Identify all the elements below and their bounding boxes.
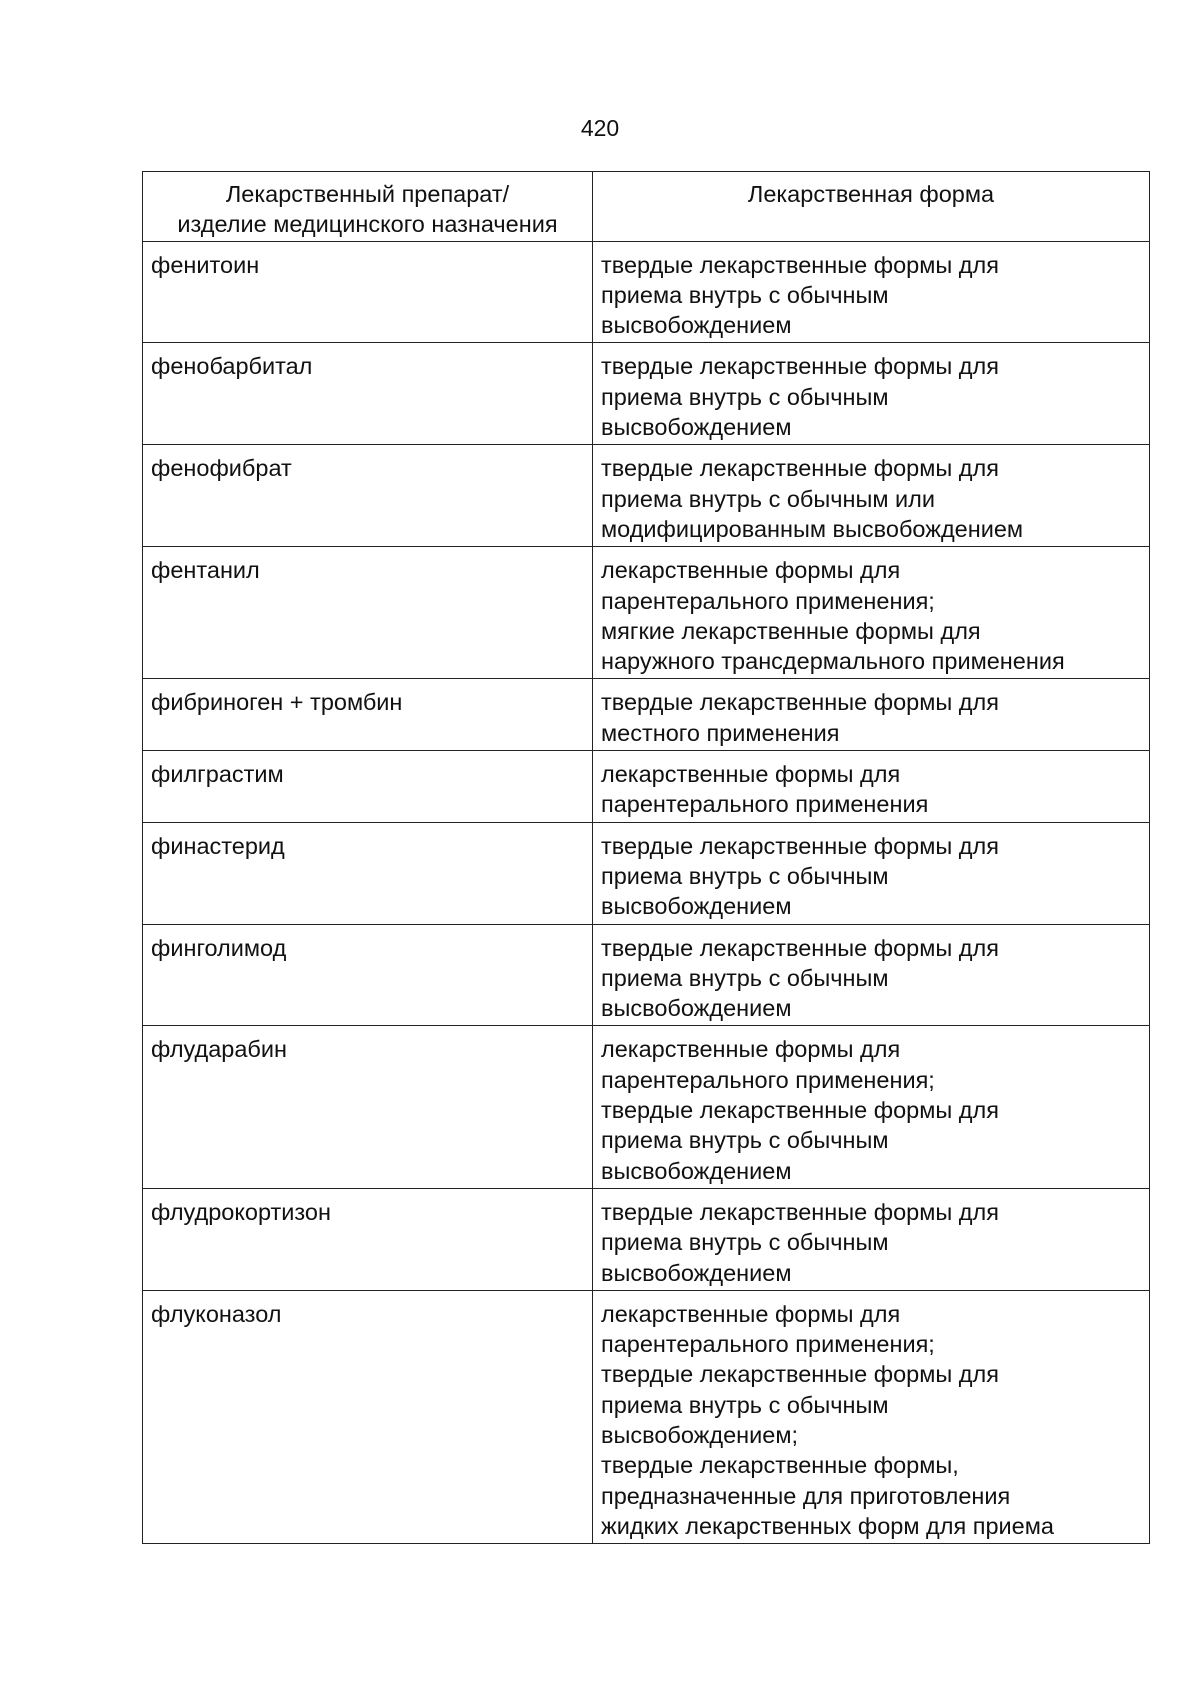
table-body [143,241,1150,1544]
dosage-form-line: приема внутрь с обычным [601,1127,889,1154]
drug-name: фенитоин [151,251,260,278]
dosage-form-line: высвобождением [601,1259,792,1286]
dosage-form-line: высвобождением [601,312,792,339]
table-row [143,547,1150,679]
dosage-form-line: приема внутрь с обычным [601,383,889,410]
dosage-form-cell [593,1290,1150,1543]
drug-name: филграстим [151,761,284,788]
table-row [143,445,1150,547]
dosage-form-line: твердые лекарственные формы для [601,353,999,380]
drug-name: финастерид [151,832,285,859]
drug-name: флударабин [151,1036,287,1063]
dosage-form-line: парентерального применения [601,791,929,818]
dosage-form-line: наружного трансдермального применения [601,648,1065,675]
dosage-form-line: жидких лекарственных форм для приема [601,1512,1054,1539]
header-drug-column [143,172,593,242]
dosage-form-line: твердые лекарственные формы для [601,455,999,482]
dosage-form-cell [593,1188,1150,1290]
table-row [143,924,1150,1026]
dosage-form-line: предназначенные для приготовления [601,1482,1011,1509]
dosage-form-cell [593,679,1150,751]
drug-name-cell [143,1026,593,1188]
dosage-form-line: приема внутрь с обычным [601,862,889,889]
table-row [143,1290,1150,1543]
dosage-form-line: твердые лекарственные формы для [601,1097,999,1124]
table-row [143,822,1150,924]
dosage-form-cell [593,1026,1150,1188]
dosage-form-cell [593,241,1150,343]
dosage-form-line: твердые лекарственные формы для [601,251,999,278]
dosage-form-line: твердые лекарственные формы для [601,934,999,961]
dosage-form-line: приема внутрь с обычным [601,1391,889,1418]
dosage-form-line: высвобождением [601,1157,792,1184]
table-row [143,241,1150,343]
drug-name: флудрокортизон [151,1198,331,1225]
dosage-form-line: мягкие лекарственные формы для [601,617,981,644]
drug-name: фентанил [151,557,260,584]
dosage-form-line: высвобождением; [601,1421,799,1448]
drug-name-cell [143,1188,593,1290]
dosage-form-line: твердые лекарственные формы для [601,1361,999,1388]
dosage-form-line: местного применения [601,719,840,746]
drug-name-cell [143,822,593,924]
table-row [143,751,1150,823]
dosage-form-line: высвобождением [601,414,792,441]
drug-table [142,171,1150,1544]
drug-name-cell [143,1290,593,1543]
dosage-form-cell [593,343,1150,445]
dosage-form-cell [593,822,1150,924]
page-number: 420 [580,115,620,141]
drug-name-cell [143,343,593,445]
header-drug-line: изделие медицинского назначения [177,211,558,238]
table-header-row [143,172,1150,242]
table-row [143,343,1150,445]
drug-name: финголимод [151,934,287,961]
drug-name-cell [143,751,593,823]
dosage-form-line: лекарственные формы для [601,557,901,584]
dosage-form-line: лекарственные формы для [601,761,901,788]
dosage-form-line: твердые лекарственные формы, [601,1452,959,1479]
drug-name: фибриноген + тромбин [151,689,403,716]
drug-name-cell [143,924,593,1026]
dosage-form-line: твердые лекарственные формы для [601,689,999,716]
dosage-form-line: приема внутрь с обычным [601,1229,889,1256]
dosage-form-line: модифицированным высвобождением [601,515,1024,542]
dosage-form-line: парентерального применения; [601,1331,935,1358]
drug-name-cell [143,547,593,679]
header-form-label: Лекарственная форма [747,181,995,207]
dosage-form-line: высвобождением [601,995,792,1022]
dosage-form-line: парентерального применения; [601,1066,935,1093]
table-row [143,679,1150,751]
drug-name: фенофибрат [151,455,292,482]
table-row [143,1026,1150,1188]
dosage-form-cell [593,547,1150,679]
dosage-form-line: твердые лекарственные формы для [601,1198,999,1225]
drug-name-cell [143,679,593,751]
dosage-form-line: приема внутрь с обычным [601,281,889,308]
dosage-form-line: высвобождением [601,893,792,920]
dosage-form-cell [593,751,1150,823]
dosage-form-line: твердые лекарственные формы для [601,832,999,859]
dosage-form-line: лекарственные формы для [601,1300,901,1327]
header-drug-line: Лекарственный препарат/ [225,181,510,207]
dosage-form-line: парентерального применения; [601,587,935,614]
dosage-form-line: приема внутрь с обычным или [601,485,936,512]
drug-name-cell [143,241,593,343]
dosage-form-line: приема внутрь с обычным [601,964,889,991]
dosage-form-cell [593,924,1150,1026]
drug-name: флуконазол [151,1300,282,1327]
drug-name-cell [143,445,593,547]
dosage-form-line: лекарственные формы для [601,1036,901,1063]
table-row [143,1188,1150,1290]
dosage-form-cell [593,445,1150,547]
drug-name: фенобарбитал [151,353,313,380]
header-form-column [593,172,1150,242]
